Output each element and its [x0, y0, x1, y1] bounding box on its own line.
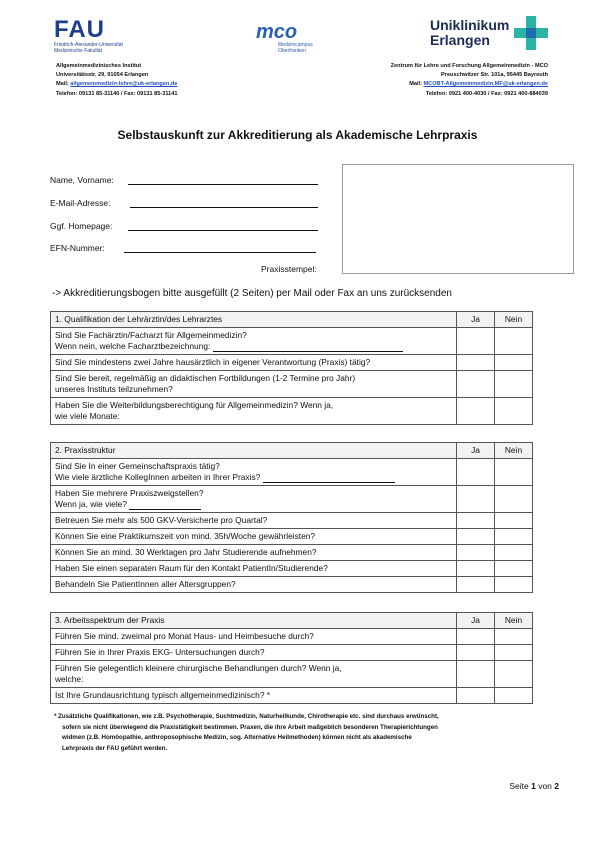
no-checkbox[interactable] — [495, 561, 533, 577]
answer-line[interactable] — [213, 342, 403, 352]
question-row — [51, 459, 533, 486]
no-checkbox[interactable] — [495, 645, 533, 661]
yes-checkbox[interactable] — [457, 486, 495, 513]
question-line: Haben Sie mehrere Praxiszweigstellen? — [55, 488, 204, 498]
footnote-line: widmen (z.B. Homöopathie, anthroposophische Medizin, sog. Alternative Heilmethoden) können nicht als akademische — [62, 734, 412, 741]
no-checkbox[interactable] — [495, 398, 533, 425]
question-text — [51, 459, 457, 486]
question-line-text: Wie viele ärztliche KollegInnen arbeiten in Ihrer Praxis? — [55, 472, 261, 482]
question-row — [51, 355, 533, 371]
stamp-label: Praxisstempel: — [261, 264, 317, 274]
question-line-text: Wenn nein, welche Facharztbezeichnung: — [55, 341, 211, 351]
yes-checkbox[interactable] — [457, 645, 495, 661]
question-line — [55, 499, 452, 510]
question-line — [55, 472, 452, 483]
yes-checkbox[interactable] — [457, 371, 495, 398]
email-field[interactable] — [130, 207, 318, 208]
question-row — [51, 529, 533, 545]
question-text — [51, 486, 457, 513]
question-row — [51, 513, 533, 529]
footnote-line: Lehrpraxis der FAU geführt werden. — [62, 744, 168, 752]
question-line: Sind Sie In einer Gemeinschaftspraxis tätig? — [55, 461, 220, 471]
mco-logo — [256, 22, 313, 54]
question-text: Ist Ihre Grundausrichtung typisch allgemeinmedizinisch? * — [51, 688, 457, 704]
question-text: Können Sie an mind. 30 Werktagen pro Jahr Studierende aufnehmen? — [51, 545, 457, 561]
question-text — [51, 371, 457, 398]
no-checkbox[interactable] — [495, 371, 533, 398]
yes-checkbox[interactable] — [457, 529, 495, 545]
yes-checkbox[interactable] — [457, 688, 495, 704]
question-row — [51, 577, 533, 593]
page-prefix: Seite — [509, 781, 532, 791]
no-header: Nein — [495, 613, 533, 629]
page-number — [509, 781, 559, 791]
yes-header: Ja — [457, 443, 495, 459]
no-checkbox[interactable] — [495, 688, 533, 704]
address-right-line1: Zentrum für Lehre und Forschung Allgemeinmedizin - MCO — [390, 63, 548, 69]
yes-checkbox[interactable] — [457, 398, 495, 425]
name-label: Name, Vorname: — [50, 175, 114, 185]
yes-checkbox[interactable] — [457, 561, 495, 577]
section-3-header: 3. Arbeitsspektrum der Praxis — [51, 613, 457, 629]
footnote-line: * Zusätzliche Qualifikationen, wie z.B. Psychotherapie, Suchtmedizin, Naturheilkunde, Chirotherapie etc. sind durchaus erwünscht, — [54, 713, 439, 720]
no-checkbox[interactable] — [495, 355, 533, 371]
question-row — [51, 661, 533, 688]
question-row — [51, 645, 533, 661]
no-checkbox[interactable] — [495, 545, 533, 561]
no-checkbox[interactable] — [495, 577, 533, 593]
section-header-row — [51, 443, 533, 459]
yes-checkbox[interactable] — [457, 355, 495, 371]
address-right-phone: Telefon: 0921 400-4030 / Fax: 0921 400-884039 — [425, 90, 548, 97]
page-title: Selbstauskunft zur Akkreditierung als Akademische Lehrpraxis — [117, 128, 478, 142]
footnote — [54, 712, 544, 754]
question-row — [51, 561, 533, 577]
page-mid: von — [535, 781, 555, 791]
address-right-mail-row — [391, 80, 548, 89]
footnote-line: sofern sie nicht überwiegend die Praxistätigkeit bestimmen. Praxen, die ihre Arbeit maßgeblich besonderen Therapierichtungen — [62, 723, 438, 731]
yes-checkbox[interactable] — [457, 545, 495, 561]
fau-logo — [54, 18, 123, 54]
uniklinikum-logo — [430, 18, 509, 48]
no-header: Nein — [495, 312, 533, 328]
fau-logo-sub1: Friedrich-Alexander-Universität — [54, 42, 123, 48]
section-header-row — [51, 613, 533, 629]
question-text: Haben Sie einen separaten Raum für den Kontakt PatientIn/Studierende? — [51, 561, 457, 577]
question-line: unseres Instituts teilzunehmen? — [55, 384, 173, 394]
yes-header: Ja — [457, 613, 495, 629]
mail-label: Mail: — [56, 81, 71, 88]
question-row — [51, 328, 533, 355]
section-2-header: 2. Praxisstruktur — [51, 443, 457, 459]
question-text: Behandeln Sie PatientInnen aller Altersgruppen? — [51, 577, 457, 593]
question-text — [51, 328, 457, 355]
mco-logo-sub2: Oberfranken — [278, 48, 306, 54]
question-row — [51, 629, 533, 645]
question-line — [55, 341, 452, 352]
question-row — [51, 371, 533, 398]
no-header: Nein — [495, 443, 533, 459]
no-checkbox[interactable] — [495, 529, 533, 545]
answer-line[interactable] — [263, 473, 395, 483]
section-2-table — [50, 442, 533, 593]
address-right — [391, 62, 548, 99]
homepage-label: Ggf. Homepage: — [50, 221, 113, 231]
medical-cross-icon — [514, 16, 548, 50]
page-total: 2 — [554, 781, 559, 791]
section-1-header: 1. Qualifikation der Lehrärztin/des Lehrarztes — [51, 312, 457, 328]
efn-label: EFN-Nummer: — [50, 243, 105, 253]
name-field[interactable] — [128, 184, 318, 185]
no-checkbox[interactable] — [495, 486, 533, 513]
question-row — [51, 486, 533, 513]
address-left-phone: Telefon: 09131 85-31140 / Fax: 09131 85-31141 — [56, 90, 178, 97]
no-checkbox[interactable] — [495, 661, 533, 688]
question-text: Sind Sie mindestens zwei Jahre hausärztlich in eigener Verantwortung (Praxis) tätig? — [51, 355, 457, 371]
answer-line[interactable] — [129, 500, 201, 510]
question-row — [51, 398, 533, 425]
yes-header: Ja — [457, 312, 495, 328]
address-left-line1: Allgemeinmedizinisches Institut — [56, 63, 142, 69]
address-left-mail-row — [56, 80, 178, 89]
fau-logo-word: FAU — [54, 16, 105, 43]
question-line: Sind Sie Fachärztin/Facharzt für Allgemeinmedizin? — [55, 330, 247, 340]
question-text — [51, 398, 457, 425]
question-row — [51, 688, 533, 704]
address-left — [56, 62, 178, 99]
mail-link-left[interactable]: allgemeinmedizin-lehre@uk-erlangen.de — [70, 81, 178, 88]
question-text — [51, 661, 457, 688]
no-checkbox[interactable] — [495, 629, 533, 645]
yes-checkbox[interactable] — [457, 328, 495, 355]
page-current: 1 — [531, 781, 536, 791]
yes-checkbox[interactable] — [457, 629, 495, 645]
section-header-row — [51, 312, 533, 328]
uk-logo-line2: Erlangen — [430, 32, 490, 48]
yes-checkbox[interactable] — [457, 661, 495, 688]
question-text: Führen Sie mind. zweimal pro Monat Haus- und Heimbesuche durch? — [51, 629, 457, 645]
uk-logo-line1: Uniklinikum — [430, 17, 510, 33]
no-checkbox[interactable] — [495, 328, 533, 355]
no-checkbox[interactable] — [495, 513, 533, 529]
question-line: wie viele Monate: — [55, 411, 120, 421]
mail-link-right[interactable]: MCOBT-Allgemeinmedizin.MF@uk-erlangen.de — [423, 81, 548, 88]
section-1-table — [50, 311, 533, 425]
homepage-field[interactable] — [128, 230, 318, 231]
fau-logo-sub2: Medizinische Fakultät — [54, 48, 103, 54]
question-line: Haben Sie die Weiterbildungsberechtigung für Allgemeinmedizin? Wenn ja, — [55, 400, 334, 410]
mco-logo-word: mco — [256, 21, 298, 43]
address-left-line2: Universitätsstr. 29, 91054 Erlangen — [56, 72, 149, 79]
yes-checkbox[interactable] — [457, 459, 495, 486]
question-line: Sind Sie bereit, regelmäßig an didaktischen Fortbildungen (1-2 Termine pro Jahr) — [55, 373, 356, 383]
question-line: welche: — [55, 674, 84, 684]
mco-logo-sub1: Medizincampus — [278, 42, 313, 48]
address-right-line2: Preuschwitzer Str. 101a, 95445 Bayreuth — [441, 72, 548, 79]
email-label: E-Mail-Adresse: — [50, 198, 111, 208]
question-text: Können Sie eine Praktikumszeit von mind. 35h/Woche gewährleisten? — [51, 529, 457, 545]
practice-stamp-box[interactable] — [342, 164, 574, 274]
question-text: Betreuen Sie mehr als 500 GKV-Versicherte pro Quartal? — [51, 513, 457, 529]
question-row — [51, 545, 533, 561]
efn-field[interactable] — [124, 252, 316, 253]
yes-checkbox[interactable] — [457, 513, 495, 529]
question-line: Führen Sie gelegentlich kleinere chirurgische Behandlungen durch? Wenn ja, — [55, 663, 342, 673]
yes-checkbox[interactable] — [457, 577, 495, 593]
no-checkbox[interactable] — [495, 459, 533, 486]
instruction-text: -> Akkreditierungsbogen bitte ausgefüllt (2 Seiten) per Mail oder Fax an uns zurücksenden — [52, 288, 452, 299]
question-text: Führen Sie in Ihrer Praxis EKG- Untersuchungen durch? — [51, 645, 457, 661]
mail-label: Mail: — [409, 81, 424, 88]
question-line-text: Wenn ja, wie viele? — [55, 499, 128, 509]
section-3-table — [50, 612, 533, 704]
